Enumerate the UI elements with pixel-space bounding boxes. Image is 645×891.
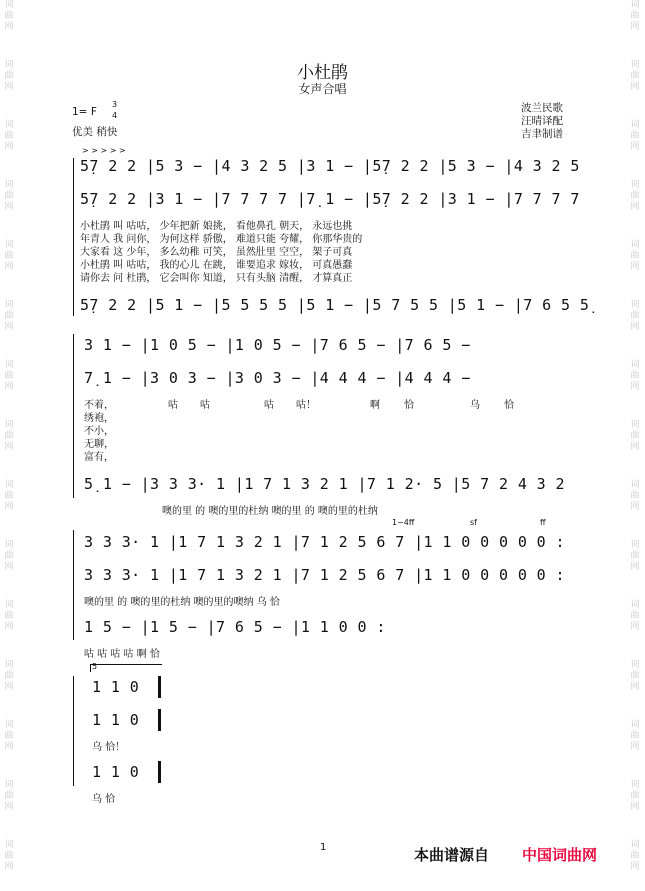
system1-part1: 5̣7 2 2 |5 3 − |4 3 2 5 |3 1 − |5̣7 2 2 |5 3 − |4 3 2 5 — [80, 157, 580, 175]
system3-lyric-part2: 噢的里 的 噢的里的杜纳 噢的里的噢纳 乌 恰 — [84, 597, 280, 608]
system2-lyric-part3: 噢的里 的 噢的里的杜纳 噢的里 的 噢的里的杜纳 — [162, 506, 378, 517]
system1-lyric-verse3: 大家看 这 少年， 多么幼稚 可笑， 虽然肚里 空空， 架子可真 — [80, 247, 353, 258]
system2-lyric-extra-4: 富有， — [84, 452, 114, 463]
system1-part2: 5̣7 2 2 |3 1 − |7 7 7 7 |7̣ 1 − |5̣7 2 2 |3 1 − |7 7 7 7 — [80, 190, 580, 208]
page-number: 1 — [320, 842, 327, 853]
watermark-right-3: 词曲网 — [630, 120, 640, 152]
watermark-right-8: 词曲网 — [630, 420, 640, 452]
system1-lyric-verse2: 年青人 我 问你， 为何这样 骄傲， 难道只能 夸耀， 你那华贵的 — [80, 234, 363, 245]
system4-final-barline-1 — [158, 676, 161, 698]
system4-part2: 1 1 0 — [92, 711, 140, 729]
system2-part2: 7̣ 1 − |3 0 3 − |3 0 3 − |4 4 4 − |4 4 4 − — [84, 369, 471, 387]
watermark-left-9: 词曲网 — [4, 480, 14, 512]
translator-credit: 汪晴译配 — [521, 115, 563, 127]
system2-lyric-extra-1: 绣袍， — [84, 413, 114, 424]
system4-final-barline-3 — [158, 761, 161, 783]
system4-brace — [73, 676, 74, 786]
system1-part3: 5̣7 2 2 |5 1 − |5 5 5 5 |5 1 − |5 7 5 5 |5 1 − |7 6 5 5̣ — [80, 296, 590, 314]
tempo-marking: 优美 稍快 — [72, 126, 118, 138]
system1-lyric-verse4: 小杜鹃 叫 咕咕， 我的心儿 在跳， 谁要追求 嫁妆， 可真愚蠢 — [80, 260, 353, 271]
watermark-right-11: 词曲网 — [630, 600, 640, 632]
system4-part1: 1 1 0 — [92, 678, 140, 696]
watermark-left-13: 词曲网 — [4, 720, 14, 752]
system2-lyric-5: 咕！ — [296, 400, 316, 411]
system3-lyric-part3: 咕 咕 咕 咕 啊 恰 — [84, 649, 160, 660]
watermark-left-5: 词曲网 — [4, 240, 14, 272]
system4-lyric-part3: 乌 恰 — [92, 794, 116, 805]
system2-lyric-6: 啊 — [370, 400, 380, 411]
system2-lyric-7: 恰 — [404, 400, 414, 411]
system4-volta-line — [90, 664, 162, 665]
watermark-left-15: 词曲网 — [4, 840, 14, 872]
watermark-right-7: 词曲网 — [630, 360, 640, 392]
watermark-right-5: 词曲网 — [630, 240, 640, 272]
watermark-left-10: 词曲网 — [4, 540, 14, 572]
system2-part1: 3 1 − |1 0 5 − |1 0 5 − |7 6 5 − |7 6 5 − — [84, 336, 471, 354]
system4-lyric-part2: 乌 恰！ — [92, 742, 126, 753]
watermark-left-8: 词曲网 — [4, 420, 14, 452]
watermark-left-3: 词曲网 — [4, 120, 14, 152]
watermark-right-2: 词曲网 — [630, 60, 640, 92]
system2-lyric-3: 咕 — [200, 400, 210, 411]
system2-lyric-9: 恰 — [504, 400, 514, 411]
system2-lyric-1: 不着， — [84, 400, 114, 411]
system2-part3: 5̣ 1 − |3 3 3· 1 |1 7 1 3 2 1 |7 1 2· 5 |5 7 2 4 3 2 — [84, 475, 565, 493]
system1-lyric-verse1: 小杜鹃 叫 咕咕， 少年把新 娘挑， 看他鼻孔 朝天， 永远也挑 — [80, 221, 353, 232]
watermark-left-11: 词曲网 — [4, 600, 14, 632]
song-subtitle: 女声合唱 — [298, 82, 347, 96]
system2-brace — [73, 334, 74, 498]
system3-brace — [73, 530, 74, 640]
watermark-right-13: 词曲网 — [630, 720, 640, 752]
watermark-left-2: 词曲网 — [4, 60, 14, 92]
system4-volta-bracket — [90, 664, 91, 672]
time-signature-top: 3 — [112, 100, 118, 109]
watermark-left-6: 词曲网 — [4, 300, 14, 332]
system2-lyric-extra-2: 不小， — [84, 426, 114, 437]
watermark-left-12: 词曲网 — [4, 660, 14, 692]
watermark-left-7: 词曲网 — [4, 360, 14, 392]
watermark-right-9: 词曲网 — [630, 480, 640, 512]
watermark-right-10: 词曲网 — [630, 540, 640, 572]
system4-part3: 1 1 0 — [92, 763, 140, 781]
system2-lyric-2: 咕 — [168, 400, 178, 411]
system3-part1: 3 3 3· 1 |1 7 1 3 2 1 |7 1 2 5 6 7 |1 1 0 0 0 0 0 : — [84, 533, 565, 551]
watermark-left-4: 词曲网 — [4, 180, 14, 212]
key-signature: 1= F — [72, 106, 97, 118]
watermark-right-14: 词曲网 — [630, 780, 640, 812]
system2-lyric-extra-3: 无聊， — [84, 439, 114, 450]
system4-volta-number: 5 — [92, 662, 98, 671]
system1-lyric-verse5: 请你去 问 杜鹃， 它会叫你 知道， 只有头脑 清醒， 才算真正 — [80, 273, 353, 284]
watermark-right-6: 词曲网 — [630, 300, 640, 332]
watermark-right-15: 词曲网 — [630, 840, 640, 872]
system2-lyric-4: 咕 — [264, 400, 274, 411]
watermark-left-14: 词曲网 — [4, 780, 14, 812]
system3-mark-ff: ff — [540, 518, 546, 527]
engraver-credit: 吉聿制谱 — [521, 128, 563, 140]
watermark-right-12: 词曲网 — [630, 660, 640, 692]
system3-part2: 3 3 3· 1 |1 7 1 3 2 1 |7 1 2 5 6 7 |1 1 0 0 0 0 0 : — [84, 566, 565, 584]
watermark-right-4: 词曲网 — [630, 180, 640, 212]
system3-mark-volta: 1−4ff — [392, 518, 415, 527]
watermark-left-1: 词曲网 — [4, 0, 14, 32]
origin-credit: 波兰民歌 — [521, 102, 563, 114]
system3-part3: 1 5 − |1 5 − |7 6 5 − |1 1 0 0 : — [84, 618, 386, 636]
system1-accents: > > > > > — [82, 146, 126, 155]
site-name[interactable]: 中国词曲网 — [522, 846, 598, 864]
system4-final-barline-2 — [158, 709, 161, 731]
time-signature-bottom: 4 — [112, 111, 118, 120]
watermark-right-1: 词曲网 — [630, 0, 640, 32]
song-title: 小杜鹃 — [297, 63, 348, 83]
source-label: 本曲谱源自 — [414, 846, 490, 864]
system3-mark-sf: sf — [470, 518, 477, 527]
system2-lyric-8: 乌 — [470, 400, 480, 411]
system1-brace — [73, 158, 74, 316]
